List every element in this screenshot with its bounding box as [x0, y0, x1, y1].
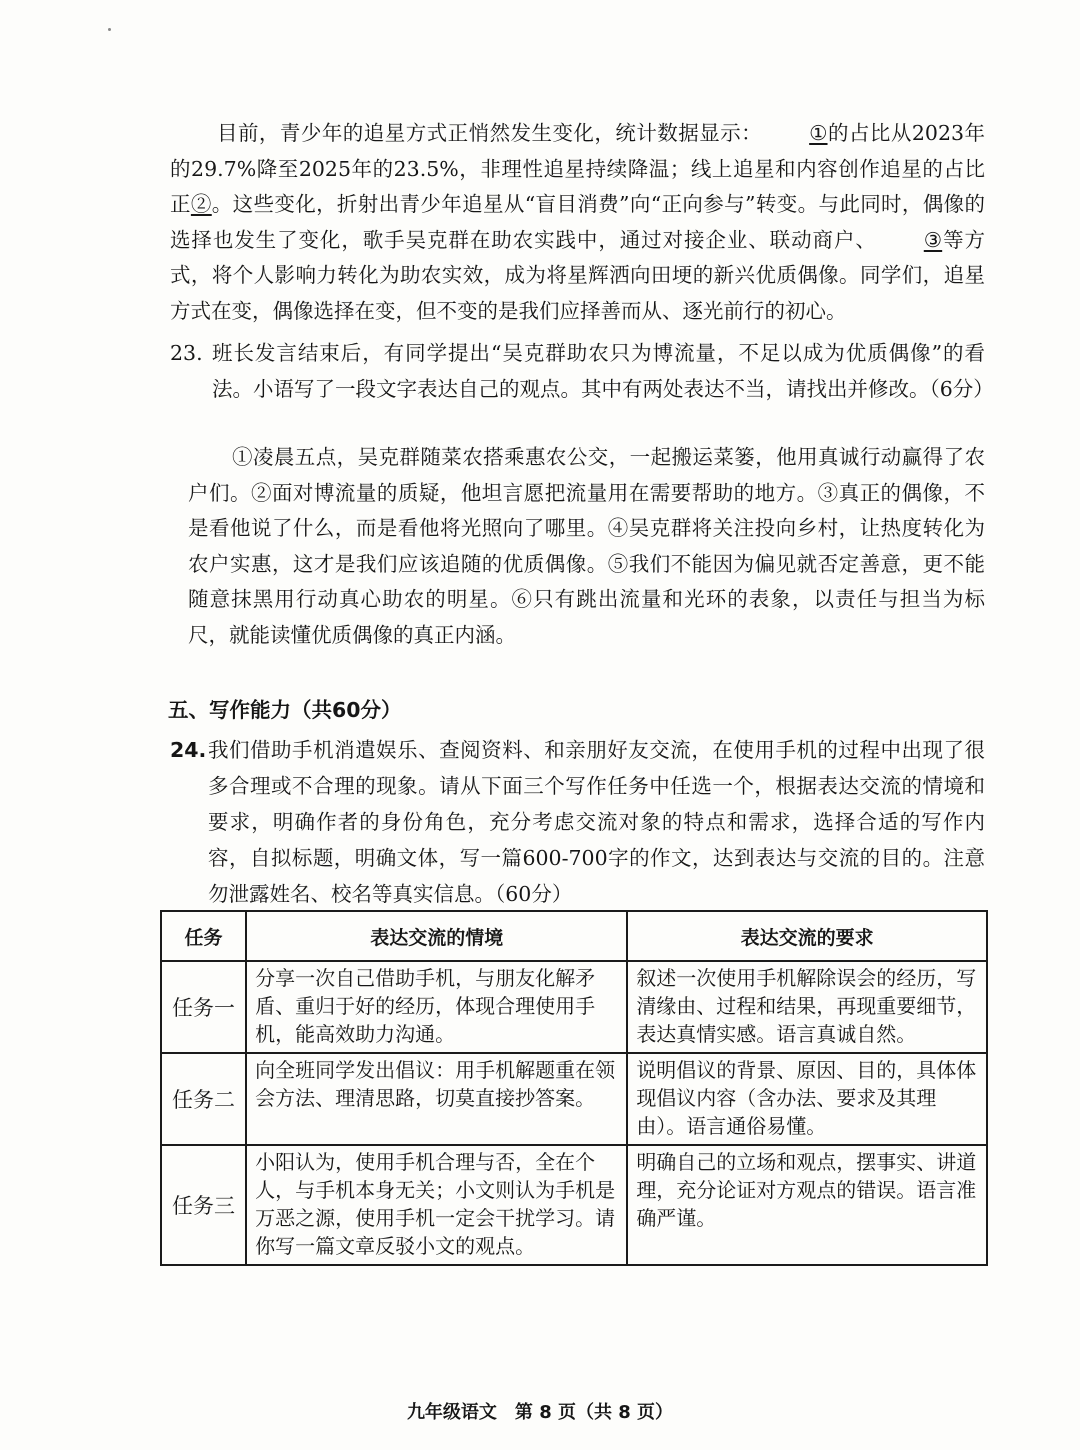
intro-text-3: 。这些变化，折射出青少年追星从“盲目消费”向“正向参与”转变。与此同时，偶像的选择也发生了变化，歌手吴克群在助农实践中，通过对接企业、联动商户、 — [170, 192, 986, 252]
question-23-prompt: 班长发言结束后，有同学提出“吴克群助农只为博流量，不足以成为优质偶像”的看法。小语写了一段文字表达自己的观点。其中有两处表达不当，请找出并修改。（6分） — [212, 341, 994, 401]
writing-task-table — [160, 910, 988, 1266]
blank-1: ① — [809, 121, 828, 145]
task-situation: 向全班同学发出倡议：用手机解题重在领会方法、理清思路，切莫直接抄答案。 — [246, 1053, 627, 1145]
question-23-number: 23. — [170, 341, 203, 365]
intro-paragraph — [170, 116, 985, 329]
task-situation: 小阳认为，使用手机合理与否，全在个人，与手机本身无关；小文则认为手机是万恶之源，使用手机一定会干扰学习。请你写一篇文章反驳小文的观点。 — [246, 1145, 627, 1265]
task-requirement: 说明倡议的背景、原因、目的，具体体现倡议内容（含办法、要求及其理由）。语言通俗易懂。 — [627, 1053, 987, 1145]
table-row — [161, 1145, 987, 1265]
task-situation: 分享一次自己借助手机，与朋友化解矛盾、重归于好的经历，体现合理使用手机，能高效助力沟通。 — [246, 961, 627, 1053]
section-5-title: 五、写作能力（共60分） — [168, 698, 402, 722]
table-row — [161, 961, 987, 1053]
header-task: 任务 — [161, 911, 246, 961]
table-row — [161, 1053, 987, 1145]
task-requirement: 叙述一次使用手机解除误会的经历，写清缘由、过程和结果，再现重要细节，表达真情实感。语言真诚自然。 — [627, 961, 987, 1053]
question-24-prompt: 我们借助手机消遣娱乐、查阅资料、和亲朋好友交流，在使用手机的过程中出现了很多合理或不合理的现象。请从下面三个写作任务中任选一个，根据表达交流的情境和要求，明确作者的身份角色，充分考虑交流对象的特点和需求，选择合适的写作内容，自拟标题，明确文体，写一篇600-700字的作文，达到表达与交流的目的。注意勿泄露姓名、校名等真实信息。（60分） — [208, 738, 985, 906]
header-situation: 表达交流的情境 — [246, 911, 627, 961]
header-requirement: 表达交流的要求 — [627, 911, 987, 961]
question-24-number: 24. — [170, 738, 207, 762]
task-name: 任务二 — [161, 1053, 246, 1145]
task-name: 任务一 — [161, 961, 246, 1053]
scan-speck — [108, 28, 111, 31]
blank-2: ② — [190, 192, 212, 216]
page-footer: 九年级语文 第 8 页（共 8 页） — [406, 1402, 674, 1423]
task-name: 任务三 — [161, 1145, 246, 1265]
intro-text-1: 目前，青少年的追星方式正悄然发生变化，统计数据显示： — [217, 121, 763, 145]
blank-3: ③ — [923, 227, 943, 252]
task-requirement: 明确自己的立场和观点，摆事实、讲道理，充分论证对方观点的错误。语言准确严谨。 — [627, 1145, 987, 1265]
intro-text-2: 的占比从2023年的29.7%降至2025年的23.5%，非理性追星持续降温；线上追星和内容创作追星的占比正 — [170, 121, 986, 216]
question-23-passage: ①凌晨五点，吴克群随菜农搭乘惠农公交，一起搬运菜篓，他用真诚行动赢得了农户们。②面对博流量的质疑，他坦言愿把流量用在需要帮助的地方。③真正的偶像，不是看他说了什么，而是看他将光照向了哪里。④吴克群将关注投向乡村，让热度转化为农户实惠，这才是我们应该追随的优质偶像。⑤我们不能因为偏见就否定善意，更不能随意抹黑用行动真心助农的明星。⑥只有跳出流量和光环的表象，以责任与担当为标尺，就能读懂优质偶像的真正内涵。 — [188, 445, 985, 647]
table-header-row — [161, 911, 987, 961]
intro-text-4: 等方式，将个人影响力转化为助农实效，成为将星辉洒向田埂的新兴优质偶像。同学们，追星方式在变，偶像选择在变，但不变的是我们应择善而从、逐光前行的初心。 — [170, 227, 986, 323]
